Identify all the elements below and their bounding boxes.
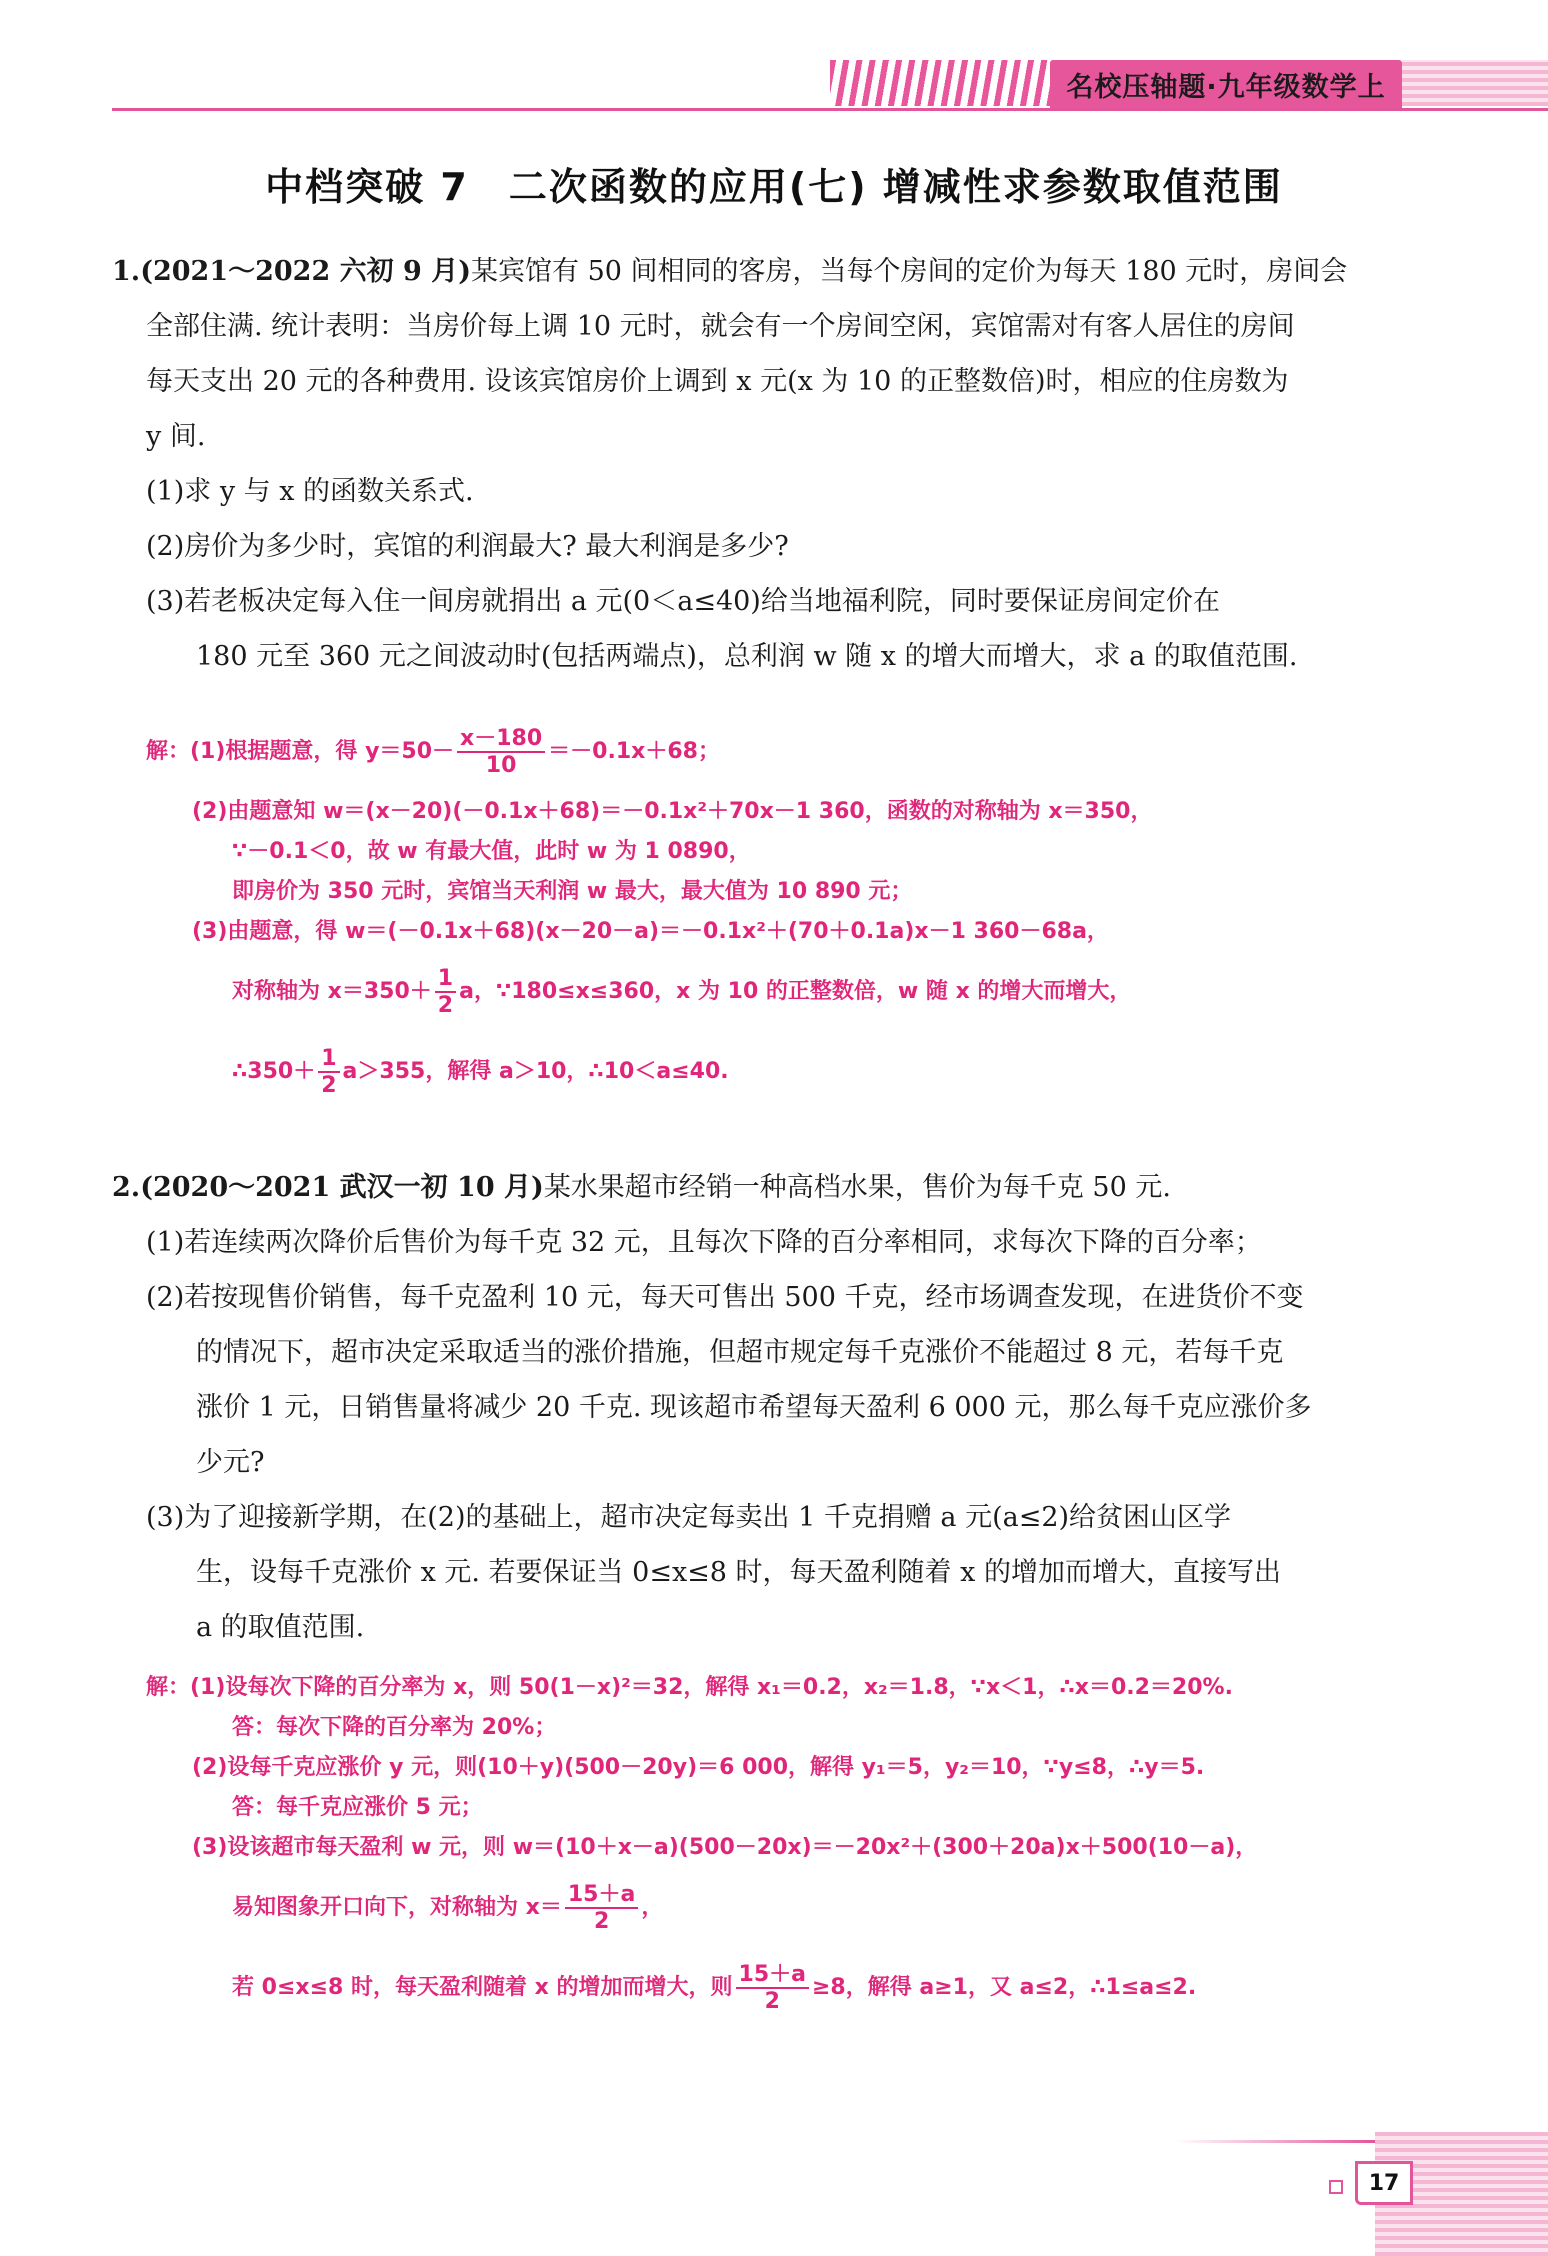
book-title-tag: [1050, 60, 1402, 108]
problem-number: 2.: [112, 1172, 141, 1203]
problem-2: [112, 1160, 1442, 1655]
problem-number: 1.: [112, 256, 141, 287]
title-topic: 二次函数的应用(七) 增减性求参数取值范围: [508, 165, 1283, 209]
question-2-2: (2)若按现售价销售，每千克盈利 10 元，每天可售出 500 千克，经市场调查发现，在进货价不变: [146, 1282, 1304, 1313]
question-1-2: (2)房价为多少时，宾馆的利润最大? 最大利润是多少?: [146, 531, 789, 562]
solution-2-line: 答：每次下降的百分率为 20%；: [232, 1715, 557, 1740]
solution-2-line: 解：(1)设每次下降的百分率为 x，则 50(1－x)²＝32，解得 x₁＝0.2，x₂＝1.8，∵x＜1，∴x＝0.2＝20%.: [146, 1675, 1233, 1700]
book-title: 名校压轴题·九年级数学上: [1066, 71, 1386, 103]
solution-1-line: (3)由题意，得 w＝(－0.1x＋68)(x－20－a)＝－0.1x²＋(70＋0.1a)x－1 360－68a，: [192, 919, 1109, 944]
page-number: 17: [1355, 2161, 1413, 2205]
question-2-3-cont: a 的取值范围.: [196, 1612, 365, 1643]
problem-1-stem-line: 全部住满. 统计表明：当房价每上调 10 元时，就会有一个房间空闲，宾馆需对有客人居住的房间: [146, 311, 1295, 342]
fraction: $\frac{1}{2}$: [435, 966, 456, 1019]
solution-1-line: 对称轴为 x＝350＋ $\frac{1}{2}$ a，∵180≤x≤360，x 为 10 的正整数倍，w 随 x 的增大而增大，: [232, 965, 1132, 1018]
fraction: $\frac{x-180}{10}$: [457, 726, 545, 779]
solution-2-line: (3)设该超市每天盈利 w 元，则 w＝(10＋x－a)(500－20x)＝－20x²＋(300＋20a)x＋500(10－a)，: [192, 1835, 1258, 1860]
question-2-2-cont: 少元?: [196, 1447, 265, 1478]
problem-1-stem-line: 1.(2021～2022 六初 9 月)某宾馆有 50 间相同的客房，当每个房间的定价为每天 180 元时，房间会: [112, 256, 1348, 287]
question-2-2-cont: 涨价 1 元，日销售量将减少 20 千克. 现该超市希望每天盈利 6 000 元，那么每千克应涨价多: [196, 1392, 1312, 1423]
page-title: [0, 156, 1548, 211]
solution-1-line: (2)由题意知 w＝(x－20)(－0.1x＋68)＝－0.1x²＋70x－1 360，函数的对称轴为 x＝350，: [192, 799, 1153, 824]
solution-1-line: 解：(1)根据题意，得 y＝50－ $\frac{x-180}{10}$ ＝－0.1x＋68；: [146, 725, 720, 778]
problem-1-stem-line: y 间.: [146, 421, 206, 452]
problem-1-stem-line: 每天支出 20 元的各种费用. 设该宾馆房价上调到 x 元(x 为 10 的正整数倍)时，相应的住房数为: [146, 366, 1289, 397]
solution-2: [146, 1668, 1446, 2028]
footer-square-icon: [1329, 2180, 1343, 2194]
header-rule: [112, 108, 1548, 111]
question-1-1: (1)求 y 与 x 的函数关系式.: [146, 476, 474, 507]
question-1-3: (3)若老板决定每入住一间房就捐出 a 元(0＜a≤40)给当地福利院，同时要保证房间定价在: [146, 586, 1220, 617]
problem-source: (2020～2021 武汉一初 10 月): [140, 1172, 544, 1203]
problem-source: (2021～2022 六初 9 月): [140, 256, 472, 287]
footer-rule: [1175, 2140, 1375, 2143]
question-2-3-cont: 生，设每千克涨价 x 元. 若要保证当 0≤x≤8 时，每天盈利随着 x 的增加而增大，直接写出: [196, 1557, 1281, 1588]
question-1-3-cont: 180 元至 360 元之间波动时(包括两端点)，总利润 w 随 x 的增大而增大，求 a 的取值范围.: [196, 641, 1298, 672]
title-section: 中档突破 7: [265, 165, 469, 209]
problem-2-stem-line: 2.(2020～2021 武汉一初 10 月)某水果超市经销一种高档水果，售价为每千克 50 元.: [112, 1172, 1171, 1203]
solution-1-line: 即房价为 350 元时，宾馆当天利润 w 最大，最大值为 10 890 元；: [232, 879, 913, 904]
fraction: $\frac{15+a}{2}$: [565, 1882, 638, 1935]
solution-2-line: (2)设每千克应涨价 y 元，则(10＋y)(500－20y)＝6 000，解得 y₁＝5，y₂＝10，∵y≤8，∴y＝5.: [192, 1755, 1205, 1780]
solution-1-line: ∵－0.1＜0，故 w 有最大值，此时 w 为 1 0890，: [232, 839, 751, 864]
solution-2-line: 答：每千克应涨价 5 元；: [232, 1795, 483, 1820]
question-2-1: (1)若连续两次降价后售价为每千克 32 元，且每次下降的百分率相同，求每次下降的百分率；: [146, 1227, 1262, 1258]
solution-1: [146, 712, 1446, 1112]
fraction: $\frac{1}{2}$: [318, 1046, 339, 1099]
header-stripes: [830, 60, 1050, 106]
question-2-3: (3)为了迎接新学期，在(2)的基础上，超市决定每卖出 1 千克捐赠 a 元(a≤2)给贫困山区学: [146, 1502, 1232, 1533]
question-2-2-cont: 的情况下，超市决定采取适当的涨价措施，但超市规定每千克涨价不能超过 8 元，若每千克: [196, 1337, 1284, 1368]
fraction: $\frac{15+a}{2}$: [736, 1962, 809, 2015]
solution-2-line: 易知图象开口向下，对称轴为 x＝ $\frac{15+a}{2}$ ，: [232, 1881, 664, 1934]
header-tail-stripes: [1402, 60, 1548, 106]
solution-1-line: ∴350＋ $\frac{1}{2}$ a＞355，解得 a＞10，∴10＜a≤40.: [232, 1045, 729, 1098]
problem-1: [112, 244, 1442, 684]
solution-2-line: 若 0≤x≤8 时，每天盈利随着 x 的增加而增大，则 $\frac{15+a}{2}$ ≥8，解得 a≥1，又 a≤2，∴1≤a≤2.: [232, 1961, 1197, 2014]
